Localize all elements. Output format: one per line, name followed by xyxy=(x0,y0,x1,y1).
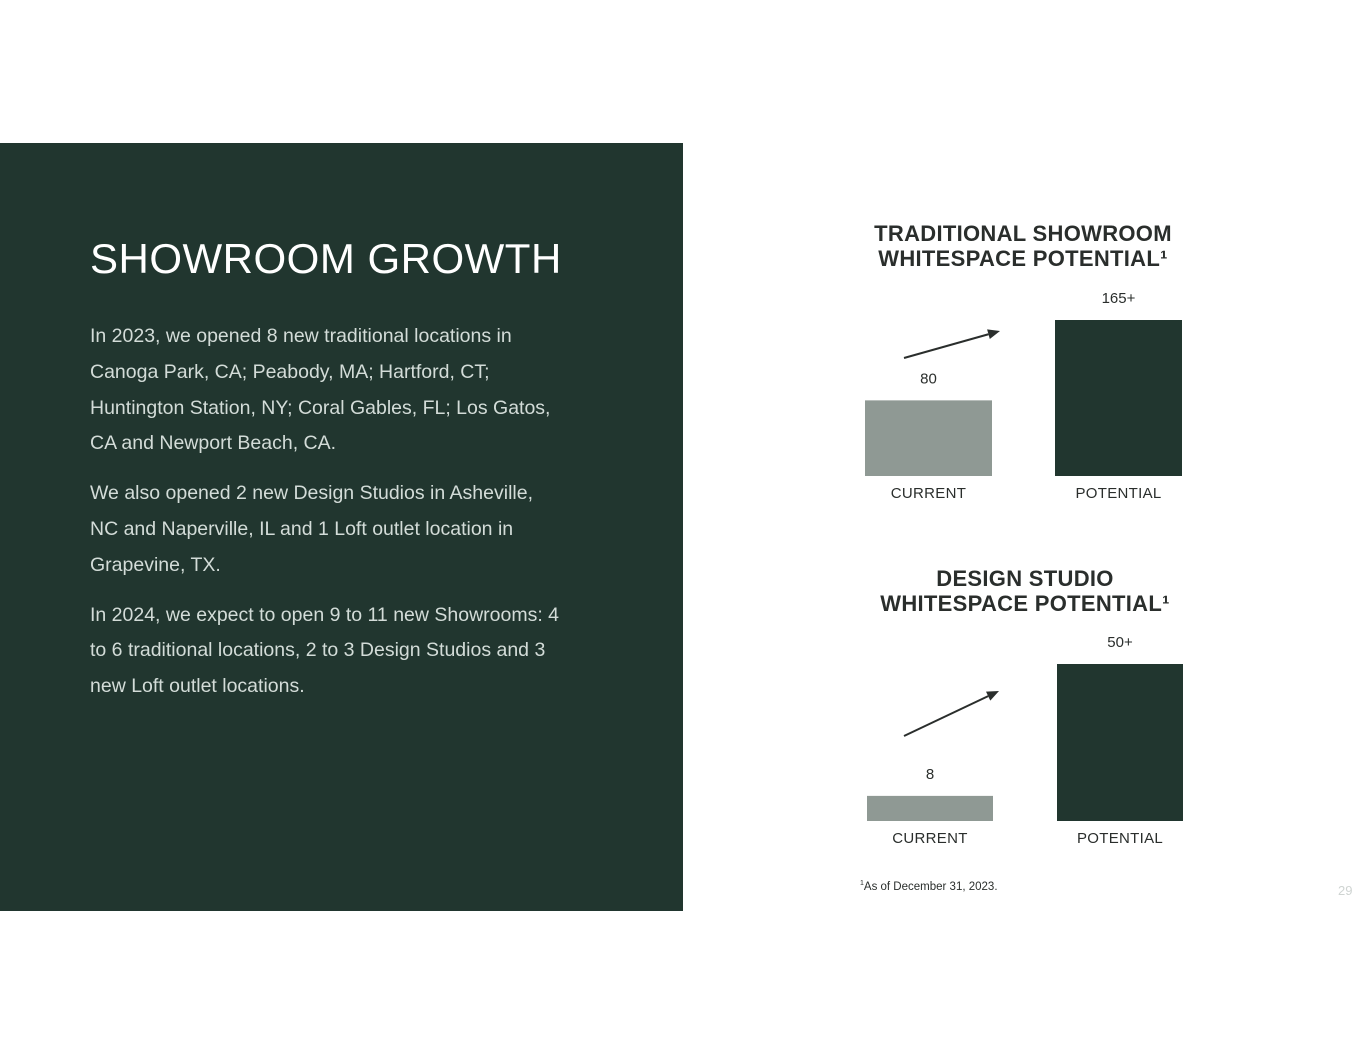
category-label-potential: POTENTIAL xyxy=(1075,485,1162,502)
footnote xyxy=(860,880,998,893)
panel-title: SHOWROOM GROWTH xyxy=(90,235,562,282)
category-label-current: CURRENT xyxy=(892,830,968,847)
value-label-potential: 50+ xyxy=(1107,634,1133,651)
footnote-marker: 1 xyxy=(860,880,864,887)
value-label-current: 8 xyxy=(925,765,935,783)
value-label-potential: 165+ xyxy=(1101,290,1136,307)
paragraph-2023-openings: In 2023, we opened 8 new traditional locations in Canoga Park, CA; Peabody, MA; Hartford, CT; Huntington Station, NY; Coral Gables, FL; Los Gatos, CA and Newport Beach, CA. xyxy=(90,325,551,455)
chart-traditional-title-line1: TRADITIONAL SHOWROOM xyxy=(874,221,1172,246)
category-label-current: CURRENT xyxy=(890,485,967,502)
chart-traditional-title-line2: WHITESPACE POTENTIAL¹ xyxy=(878,246,1168,271)
category-label-potential: POTENTIAL xyxy=(1076,830,1164,847)
value-label-current: 80 xyxy=(920,370,937,388)
footnote-text: As of December 31, 2023. xyxy=(863,880,998,893)
chart-design-studio-title-line1: DESIGN STUDIO xyxy=(936,566,1114,591)
bar-current xyxy=(867,796,993,821)
trend-arrow-line xyxy=(904,696,988,736)
paragraph-2024-outlook: In 2024, we expect to open 9 to 11 new Showrooms: 4 to 6 traditional locations, 2 to 3 Design Studios and 3 new Loft outlet locations. xyxy=(90,603,560,698)
paragraph-design-studios: We also opened 2 new Design Studios in Asheville, NC and Naperville, IL and 1 Loft outlet location in Grapevine, TX. xyxy=(90,482,533,576)
bar-potential xyxy=(1057,664,1183,821)
chart-design-studio-title-line2: WHITESPACE POTENTIAL¹ xyxy=(880,591,1170,616)
page-number: 29 xyxy=(1338,883,1353,898)
